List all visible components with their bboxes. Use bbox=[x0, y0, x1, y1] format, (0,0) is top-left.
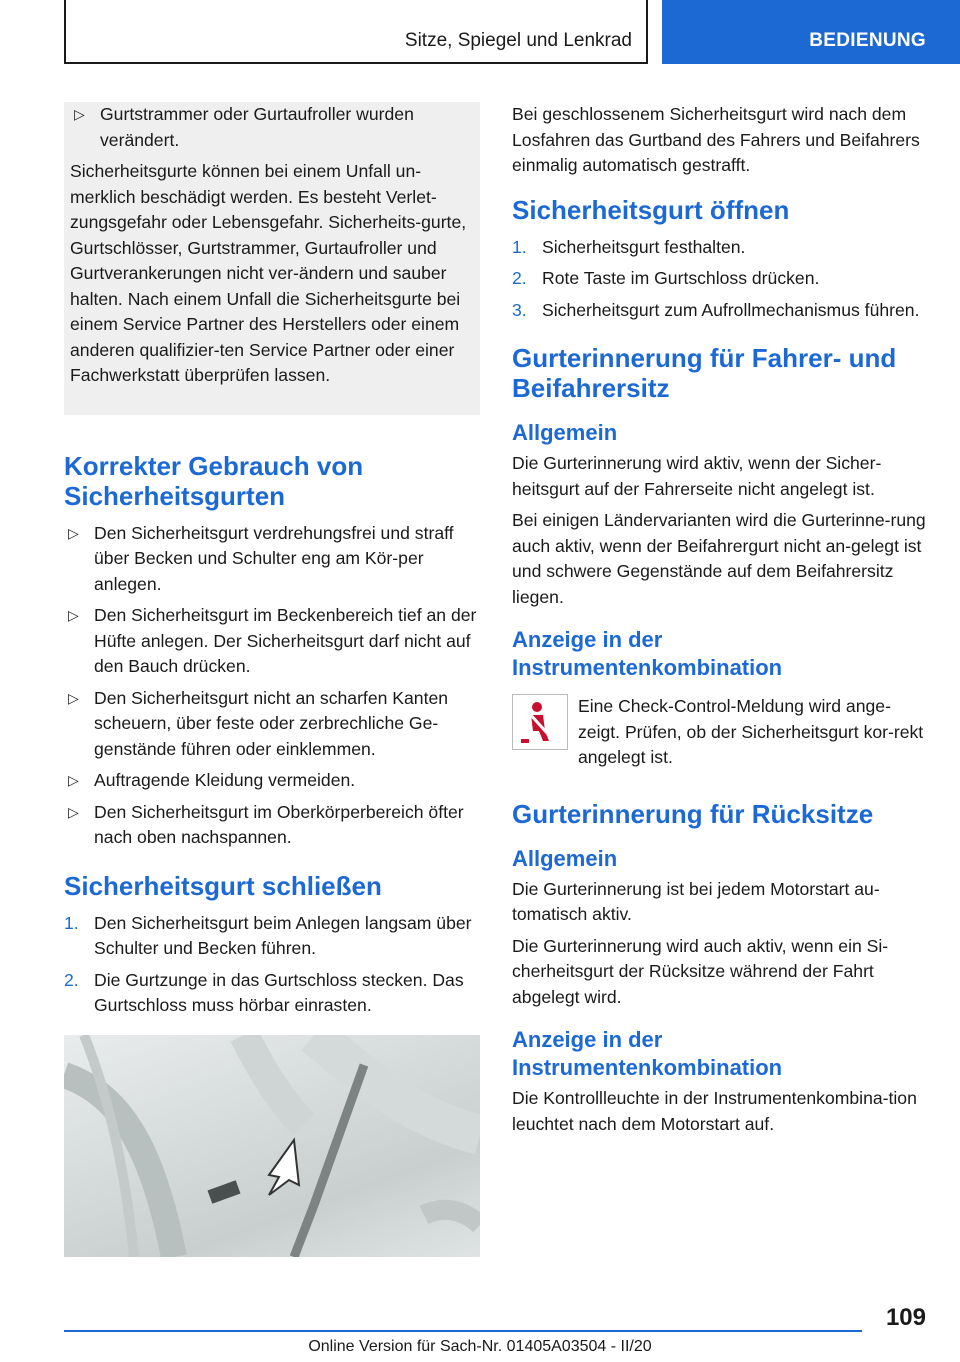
list-item: ▷ Den Sicherheitsgurt nicht an scharfen Kanten scheuern, über feste oder zerbrechliche Ge‐genstände führen oder einklemmen. bbox=[68, 687, 449, 759]
paragraph: Die Gurterinnerung wird auch aktiv, wenn ein Si‐cherheitsgurt der Rücksitze während der Fahrt abgelegt wird. bbox=[512, 935, 889, 1007]
header-title: Sitze, Spiegel und Lenkrad bbox=[404, 30, 632, 51]
step-item: 3. Sicherheitsgurt zum Aufrollmechanismus führen. bbox=[512, 299, 920, 320]
intro-paragraph: Bei geschlossenem Sicherheitsgurt wird nach dem Losfahren das Gurtband des Fahrers und Beifahrers einmalig automatisch gestrafft. bbox=[512, 104, 920, 175]
subsection-heading: Allgemein bbox=[512, 420, 618, 445]
section-heading: Sicherheitsgurt öffnen bbox=[512, 194, 790, 225]
triangle-bullet-icon: ▷ bbox=[68, 689, 79, 706]
triangle-bullet-icon: ▷ bbox=[68, 803, 79, 820]
paragraph: Die Kontrollleuchte in der Instrumentenkombina‐tion leuchtet nach dem Motorstart auf. bbox=[512, 1088, 917, 1134]
subsection-heading: Allgemein bbox=[512, 845, 618, 871]
subsection-heading: Anzeige in der Instrumentenkombination bbox=[512, 627, 783, 680]
paragraph: Bei einigen Ländervarianten wird die Gurterinne‐rung auch aktiv, wenn der Beifahrergurt nicht an‐gelegt ist und schwere Gegenstände auf dem Beifahrersitz liegen. bbox=[512, 510, 926, 607]
header-frame bbox=[64, 0, 648, 64]
right-column bbox=[512, 102, 926, 1143]
page-number: 109 bbox=[885, 1304, 926, 1331]
section-tab-label: BEDIENUNG bbox=[809, 30, 926, 51]
icon-row bbox=[512, 694, 926, 771]
footer-text: Online Version für Sach-Nr. 01405A03504 - II/20 bbox=[308, 1338, 652, 1355]
seat-belt-illustration bbox=[64, 1035, 480, 1257]
triangle-bullet-icon: ▷ bbox=[68, 607, 79, 623]
paragraph: Die Gurterinnerung ist bei jedem Motorstart au‐tomatisch aktiv. bbox=[512, 878, 880, 924]
section-heading: Sicherheitsgurt schließen bbox=[64, 870, 382, 901]
left-column bbox=[64, 102, 480, 1257]
triangle-bullet-icon: ▷ bbox=[68, 772, 79, 788]
warning-text: Sicherheitsgurte können bei einem Unfall un‐merklich beschädigt werden. Es besteht Verlet‐zungsgefahr oder Lebensgefahr. Sicherheits‐gurte, Gurtschlösser, Gurtstrammer, Gurtaufroller und Gurtverankerungen nicht ver‐ändern und sauber halten. Nach einem Unfall die Sicherheitsgurte bei einem Service Partner des Herstellers oder einem anderen qualifizier‐ten Service Partner oder einer Fachwerkstatt überprüfen lassen. bbox=[70, 161, 467, 385]
footer-divider bbox=[64, 1330, 862, 1332]
seat-belt-photo bbox=[64, 1035, 480, 1257]
triangle-bullet-icon: ▷ bbox=[74, 106, 85, 122]
triangle-bullet-icon: ▷ bbox=[68, 524, 79, 541]
section-heading: Korrekter Gebrauch von Sicherheitsgurten bbox=[64, 450, 364, 511]
list-item: ▷ Den Sicherheitsgurt im Oberkörperbereich öfter nach oben nachspannen. bbox=[68, 801, 464, 847]
section-heading: Gurterinnerung für Fahrer- und Beifahrersitz bbox=[512, 343, 897, 403]
paragraph: Die Gurterinnerung wird aktiv, wenn der Sicher‐heitsgurt auf der Fahrerseite nicht angelegt ist. bbox=[512, 453, 882, 499]
seatbelt-warning-icon bbox=[512, 694, 568, 750]
section-tab bbox=[662, 0, 960, 64]
step-item: 2. Rote Taste im Gurtschloss drücken. bbox=[512, 268, 820, 288]
step-item: 1. Den Sicherheitsgurt beim Anlegen langsam über Schulter und Becken führen. bbox=[64, 912, 472, 958]
list-item: ▷ Den Sicherheitsgurt im Beckenbereich tief an der Hüfte anlegen. Der Sicherheitsgurt darf nicht auf den Bauch drücken. bbox=[68, 605, 477, 676]
subsection-heading: Anzeige in der Instrumentenkombination bbox=[512, 1027, 783, 1080]
step-item: 1. Sicherheitsgurt festhalten. bbox=[512, 236, 746, 257]
fasten-steps bbox=[64, 911, 480, 1019]
list-item: ▷ Auftragende Kleidung vermeiden. bbox=[64, 768, 480, 794]
step-item: 2. Die Gurtzunge in das Gurtschloss stecken. Das Gurtschloss muss hörbar einrasten. bbox=[64, 969, 464, 1015]
list-item: ▷ Den Sicherheitsgurt verdrehungsfrei und straff über Becken und Schulter eng am Kör‐per anlegen. bbox=[68, 522, 454, 594]
warning-box bbox=[64, 102, 480, 415]
section-heading: Gurterinnerung für Rücksitze bbox=[512, 798, 874, 829]
warning-bullet: ▷ Gurtstrammer oder Gurtaufroller wurden verändert. bbox=[74, 104, 414, 150]
icon-text: Eine Check-Control-Meldung wird ange‐zeigt. Prüfen, ob der Sicherheitsgurt kor‐rekt angelegt ist. bbox=[578, 696, 924, 767]
usage-list bbox=[64, 521, 480, 851]
open-steps bbox=[512, 235, 926, 324]
